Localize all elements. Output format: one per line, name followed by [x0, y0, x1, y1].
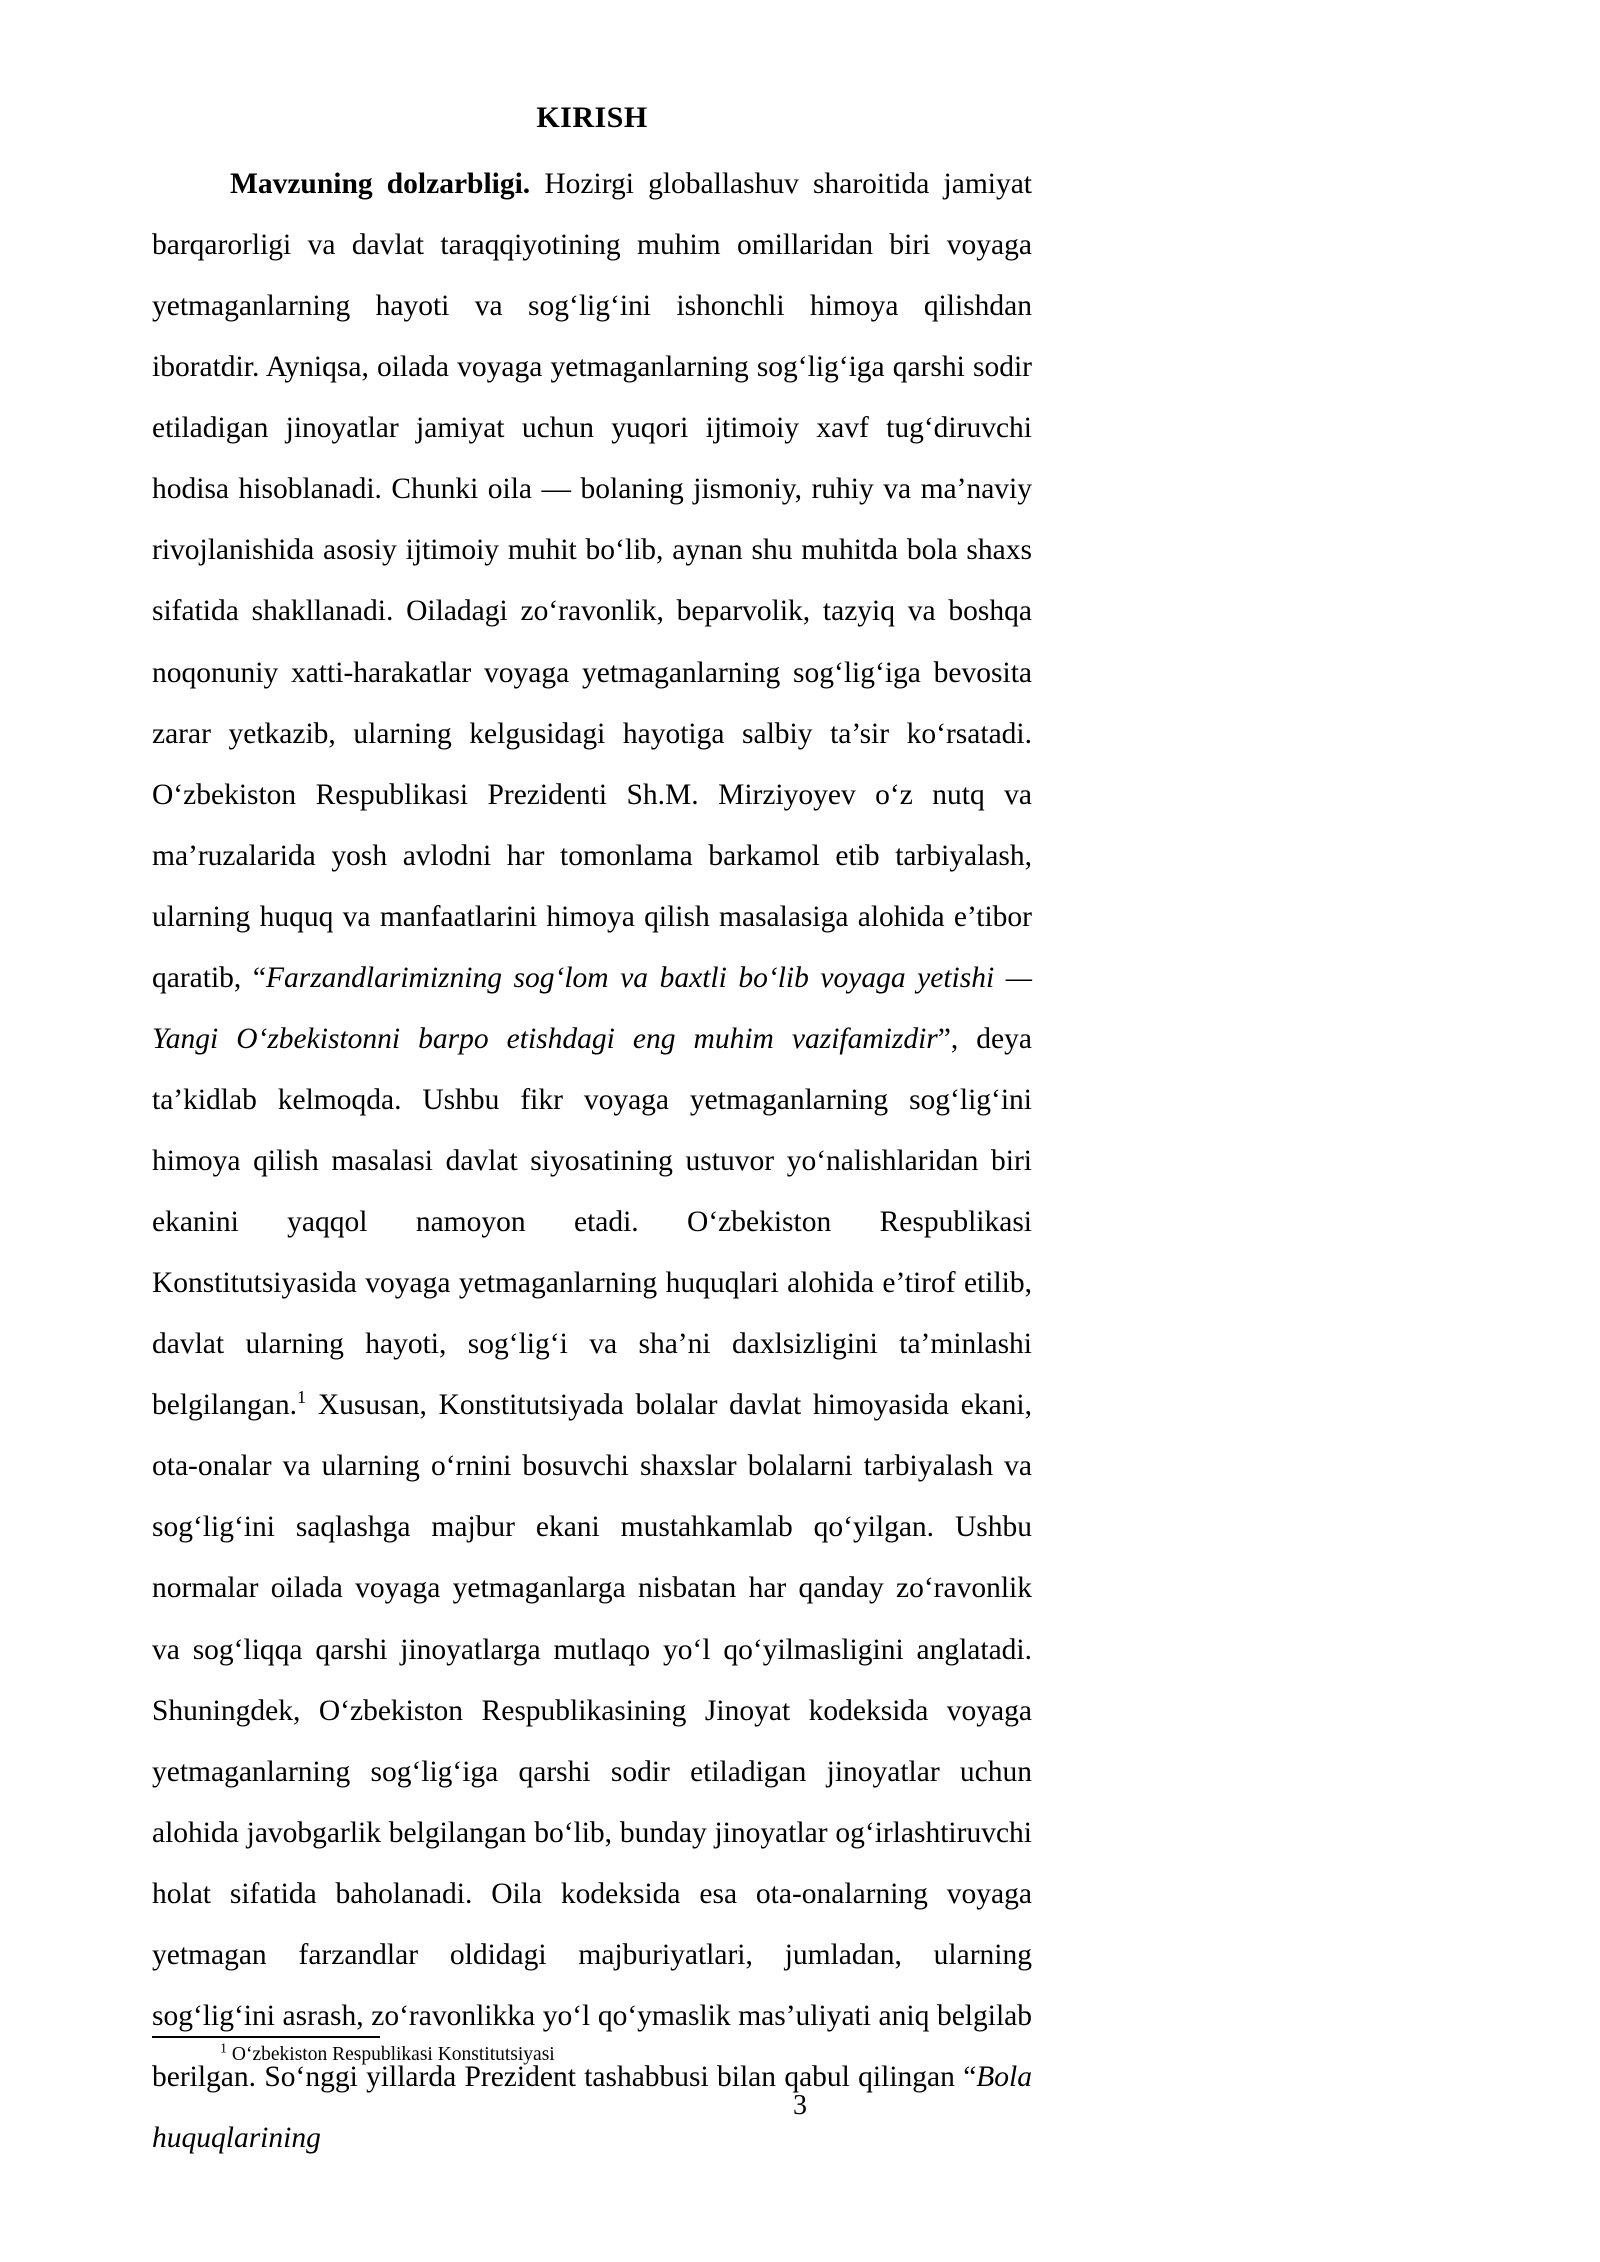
footnote-separator-rule	[152, 2036, 380, 2038]
footnote-number: 1	[220, 2040, 228, 2057]
document-title-quote: Bola huquqlarining	[152, 2060, 1032, 2154]
body-paragraph	[152, 154, 1032, 2169]
quote-close-mark: ”	[937, 1022, 951, 1055]
paragraph-text-3: Xususan, Konstitutsiyada bolalar davlat himoyasida ekani, ota-onalar va ularning o‘rnini bosuvchi shaxslar bolalarni tarbiyalash va sog‘lig‘ini saqlashga majbur ekani mustahkamlab qo‘yilgan. Ushbu normalar oilada voyaga yetmaganlarga nisbatan har qanday zo‘ravonlik va sog‘liqqa qarshi jinoyatlarga mutlaqo yo‘l qo‘yilmasligini anglatadi. Shuningdek, O‘zbekiston Respublikasining Jinoyat kodeksida voyaga yetmaganlarning sog‘lig‘iga qarshi sodir etiladigan jinoyatlar uchun alohida javobgarlik belgilangan bo‘lib, bunday jinoyatlar og‘irlashtiruvchi holat sifatida baholanadi. Oila kodeksida esa ota-onalarning voyaga yetmagan farzandlar oldidagi majburiyatlari, jumladan, ularning sog‘lig‘ini asrash, zo‘ravonlikka yo‘l qo‘ymaslik mas’uliyati aniq belgilab berilgan. So‘nggi yillarda Prezident tashabbusi bilan qabul qilingan	[152, 1389, 1032, 2093]
quote2-open-mark: “	[963, 2060, 977, 2093]
footnote-entry	[152, 2042, 1032, 2068]
paragraph-lead-in: Mavzuning dolzarbligi.	[230, 168, 531, 200]
footnote-area	[152, 2036, 1032, 2068]
page-number: 3	[793, 2090, 807, 2121]
presidential-quote: Farzandlarimizning sog‘lom va baxtli bo‘lib voyaga yetishi — Yangi O‘zbekistonni barpo etishdagi eng muhim vazifamizdir	[152, 961, 1032, 1055]
footnote-source-text: O‘zbekiston Respublikasi Konstitutsiyasi	[227, 2044, 555, 2065]
footnote-reference-marker[interactable]: 1	[297, 1387, 307, 1408]
page-content	[152, 100, 1032, 2169]
quote-open-mark: “	[252, 961, 266, 994]
paragraph-text-2: , deya ta’kidlab kelmoqda. Ushbu fikr voyaga yetmaganlarning sog‘lig‘ini himoya qilish masalasi davlat siyosatining ustuvor yo‘nalishlaridan biri ekanini yaqqol namoyon etadi. O‘zbekiston Respublikasi Konstitutsiyasida voyaga yetmaganlarning huquqlari alohida e’tirof etilib, davlat ularning hayoti, sog‘lig‘i va sha’ni daxlsizligini ta’minlashi belgilangan.	[152, 1022, 1032, 1422]
paragraph-text-1: Hozirgi globallashuv sharoitida jamiyat barqarorligi va davlat taraqqiyotining muhim omillaridan biri voyaga yetmaganlarning hayoti va sog‘lig‘ini ishonchli himoya qilishdan iboratdir. Ayniqsa, oilada voyaga yetmaganlarning sog‘lig‘iga qarshi sodir etiladigan jinoyatlar jamiyat uchun yuqori ijtimoiy xavf tug‘diruvchi hodisa hisoblanadi. Chunki oila — bolaning jismoniy, ruhiy va ma’naviy rivojlanishida asosiy ijtimoiy muhit bo‘lib, aynan shu muhitda bola shaxs sifatida shakllanadi. Oiladagi zo‘ravonlik, beparvolik, tazyiq va boshqa noqonuniy xatti-harakatlar voyaga yetmaganlarning sog‘lig‘iga bevosita zarar yetkazib, ularning kelgusidagi hayotiga salbiy ta’sir ko‘rsatadi. O‘zbekiston Respublikasi Prezidenti Sh.M. Mirziyoyev o‘z nutq va ma’ruzalarida yosh avlodni har tomonlama barkamol etib tarbiyalash, ularning huquq va manfaatlarini himoya qilish masalasiga alohida e’tibor qaratib,	[152, 168, 1032, 994]
page-title: KIRISH	[536, 101, 648, 134]
